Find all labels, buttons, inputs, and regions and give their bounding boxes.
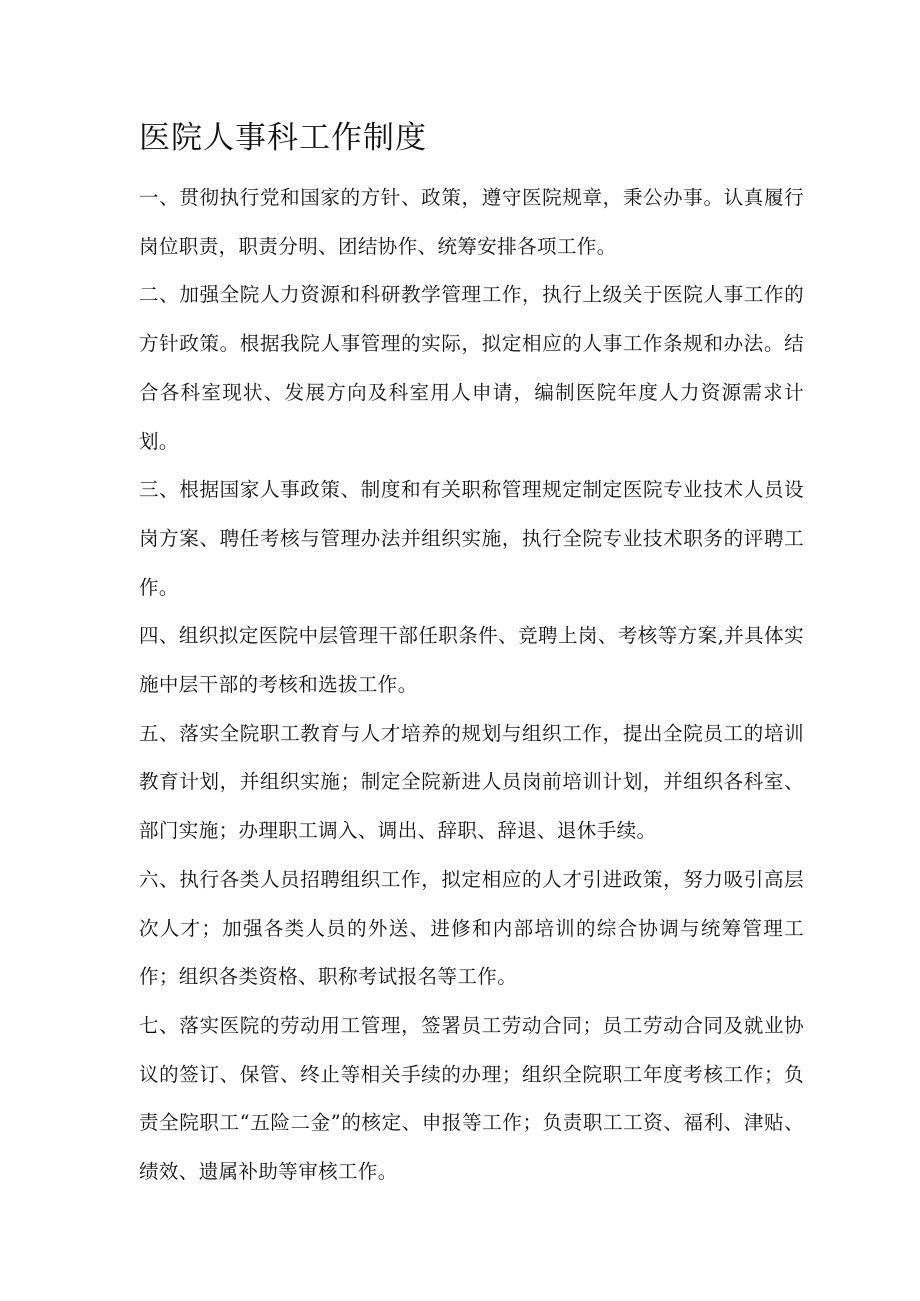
paragraph-3: 三、根据国家人事政策、制度和有关职称管理规定制定医院专业技术人员设岗方案、聘任考核与管理办法并组织实施，执行全院专业技术职务的评聘工作。: [139, 478, 804, 599]
paragraph-7: 七、落实医院的劳动用工管理，签署员工劳动合同；员工劳动合同及就业协议的签订、保管、终止等相关手续的办理；组织全院职工年度考核工作；负责全院职工“五险二金”的核定、申报等工作；负责职工工资、福利、津贴、绩效、遗属补助等审核工作。: [139, 1013, 804, 1184]
paragraph-2: 二、加强全院人力资源和科研教学管理工作，执行上级关于医院人事工作的方针政策。根据我院人事管理的实际，拟定相应的人事工作条规和办法。结合各科室现状、发展方向及科室用人申请，编制医院年度人力资源需求计划。: [139, 283, 804, 453]
paragraph-1: 一、贯彻执行党和国家的方针、政策，遵守医院规章，秉公办事。认真履行岗位职责，职责分明、团结协作、统筹安排各项工作。: [139, 186, 804, 258]
document-title: 医院人事科工作制度: [139, 120, 427, 156]
paragraph-5: 五、落实全院职工教育与人才培养的规划与组织工作，提出全院员工的培训教育计划，并组织实施；制定全院新进人员岗前培训计划，并组织各科室、部门实施；办理职工调入、调出、辞职、辞退、退休手续。: [139, 721, 804, 843]
paragraph-6: 六、执行各类人员招聘组织工作，拟定相应的人才引进政策，努力吸引高层次人才；加强各类人员的外送、进修和内部培训的综合协调与统筹管理工作；组织各类资格、职称考试报名等工作。: [139, 867, 804, 989]
paragraph-4: 四、组织拟定医院中层管理干部任职条件、竞聘上岗、考核等方案,并具体实施中层干部的考核和选拔工作。: [139, 624, 804, 697]
document-body: [139, 112, 804, 1197]
